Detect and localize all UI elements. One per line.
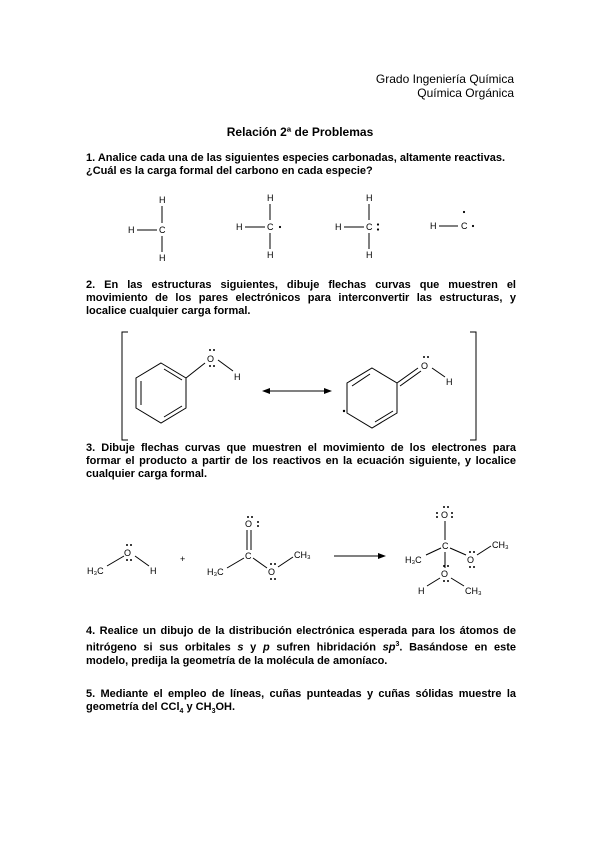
svg-text:H: H [236,222,243,232]
hybridization-superscript: 3 [395,641,400,648]
svg-text:O: O [124,548,132,558]
page-title: Relación 2ª de Problemas [226,125,374,139]
question-5 [86,688,516,718]
svg-text:H: H [267,193,274,203]
tetrahedral-product-structure [405,506,509,596]
species-4 [430,211,474,231]
svg-text:H₃C: H₃C [405,555,422,565]
hybridization-sp: sp [382,641,396,654]
svg-text:CH₃: CH₃ [465,586,482,596]
svg-text:CH₃: CH₃ [294,550,311,560]
question-4-part-c: . Basándose en este modelo, predija la geometría de la molécula de amoníaco. [86,641,516,667]
svg-text:H₃C: H₃C [207,567,224,577]
svg-text:C: C [461,221,468,231]
question-5-part-a: 5. Mediante el empleo de líneas, cuñas punteadas y cuñas sólidas muestre la geometría del CCl [86,688,516,713]
resonance-arrow [262,388,332,394]
svg-text:H: H [159,253,166,263]
orbital-p: p [262,641,270,654]
question-4 [86,625,516,668]
question-1-line1: 1. Analice cada una de las siguientes especies carbonadas, altamente reactivas. [86,152,506,164]
methyl-acetate-structure [207,516,311,580]
svg-text:O: O [441,510,449,520]
plus-sign: + [180,554,186,564]
question-1-line2: ¿Cuál es la carga formal del carbono en cada especie? [86,165,373,177]
svg-text:H: H [366,193,373,203]
svg-text:H: H [159,195,166,205]
methanol-structure [87,544,157,576]
question-5-part-b: y CH [183,701,212,713]
phenol-structure [136,349,241,423]
svg-text:H: H [446,377,453,387]
resonance-form-structure [343,356,453,428]
subject-name: Química Orgánica [417,86,514,100]
species-2 [236,193,281,260]
species-3 [335,193,379,260]
question-4-part-b: sufren hibridación [269,641,383,654]
svg-text:O: O [207,354,215,364]
svg-text:H: H [335,222,342,232]
question-2: 2. En las estructuras siguientes, dibuje flechas curvas que muestren el movimiento de los pares electrónicos para interconvertir las estructuras, y localice cualquier carga formal. [86,279,516,317]
svg-text:H₃C: H₃C [87,566,104,576]
svg-text:C: C [366,222,373,232]
reaction-arrow [334,553,386,559]
ch3oh-subscript: 3 [211,708,216,716]
svg-text:H: H [430,221,437,231]
question-3: 3. Dibuje flechas curvas que muestren el movimiento de los electrones para formar el producto a partir de los reactivos en la ecuación siguiente, y localice cualquier carga formal. [86,442,516,480]
resonance-bracket-right [470,332,476,440]
svg-text:H: H [418,586,425,596]
ccl4-subscript: 4 [179,708,184,716]
svg-text:H: H [128,225,135,235]
degree-name: Grado Ingeniería Química [375,72,514,86]
svg-text:O: O [467,555,475,565]
svg-text:O: O [441,569,449,579]
svg-text:O: O [421,361,429,371]
resonance-bracket-left [122,332,128,440]
svg-text:O: O [268,567,276,577]
question-4-conjunction: y [243,641,263,654]
svg-text:H: H [150,566,157,576]
svg-text:H: H [267,250,274,260]
svg-text:C: C [159,225,166,235]
svg-text:CH₃: CH₃ [492,540,509,550]
svg-text:C: C [442,541,449,551]
svg-text:C: C [267,222,274,232]
svg-text:C: C [245,551,252,561]
species-1 [128,195,166,263]
svg-text:O: O [245,519,253,529]
question-4-part-a: 4. Realice un dibujo de la distribución electrónica esperada para los átomos de nitrógeno si sus orbitales [86,625,516,654]
orbital-s: s [237,641,244,654]
question-5-part-c: OH. [215,701,236,713]
svg-text:H: H [366,250,373,260]
svg-text:H: H [234,372,241,382]
